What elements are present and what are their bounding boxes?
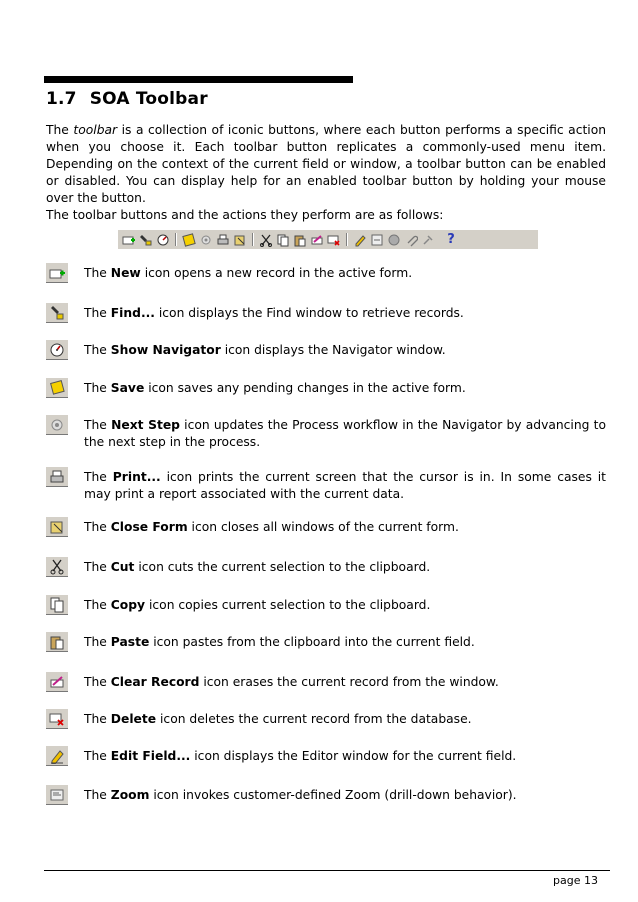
icon-name: Paste xyxy=(110,635,150,649)
icon-name: Print... xyxy=(112,470,161,484)
next-step-icon xyxy=(46,415,68,435)
icon-description-post: icon updates the Process workflow in the Navigator by advancing to the next step in the process. xyxy=(84,418,606,449)
icon-description xyxy=(84,748,606,765)
find-icon xyxy=(46,303,68,323)
icon-description-post: icon opens a new record in the active form. xyxy=(140,266,413,280)
icon-name: Delete xyxy=(110,712,157,726)
icon-description xyxy=(84,417,606,451)
icon-name: Find... xyxy=(110,306,155,320)
save-icon[interactable] xyxy=(182,233,196,247)
icon-description-post: icon displays the Find window to retrieve records. xyxy=(154,306,464,320)
intro-paragraph xyxy=(46,122,606,207)
icon-description xyxy=(84,559,606,576)
icon-description xyxy=(84,519,606,536)
icon-description-pre: The xyxy=(84,712,111,726)
copy-icon xyxy=(46,595,68,615)
section-heading xyxy=(46,89,208,109)
help-icon[interactable]: ? xyxy=(447,231,455,247)
icon-name: Close Form xyxy=(110,520,188,534)
icon-description-post: icon displays the Navigator window. xyxy=(220,343,446,357)
icon-description xyxy=(84,305,606,322)
icon-description-pre: The xyxy=(84,560,111,574)
icon-name: Edit Field... xyxy=(110,749,191,763)
icon-description xyxy=(84,787,606,804)
copy-icon[interactable] xyxy=(276,233,290,247)
paste-icon[interactable] xyxy=(293,233,307,247)
clear-record-icon[interactable] xyxy=(310,233,324,247)
footer-rule xyxy=(44,870,610,871)
icon-description-post: icon saves any pending changes in the active form. xyxy=(144,381,466,395)
new-record-icon xyxy=(46,263,68,283)
icon-description xyxy=(84,469,606,503)
icon-description-post: icon closes all windows of the current form. xyxy=(187,520,459,534)
save-icon xyxy=(46,378,68,398)
section-top-rule xyxy=(44,76,353,83)
new-record-icon[interactable] xyxy=(122,233,136,247)
icon-description-pre: The xyxy=(84,418,112,432)
print-icon xyxy=(46,467,68,487)
icon-description-post: icon cuts the current selection to the clipboard. xyxy=(134,560,431,574)
icon-description-post: icon erases the current record from the window. xyxy=(199,675,499,689)
icon-name: Zoom xyxy=(110,788,150,802)
icon-description-pre: The xyxy=(84,749,111,763)
icon-description-pre: The xyxy=(84,635,111,649)
intro-lead-in: The toolbar buttons and the actions they perform are as follows: xyxy=(46,208,444,222)
icon-description-pre: The xyxy=(84,520,111,534)
icon-name: Next Step xyxy=(111,418,180,432)
edit-field-icon[interactable] xyxy=(353,233,367,247)
toolbar-separator xyxy=(252,233,254,246)
icon-description-post: icon pastes from the clipboard into the current field. xyxy=(149,635,475,649)
globe-icon[interactable] xyxy=(387,233,401,247)
icon-name: Save xyxy=(110,381,145,395)
section-number: 1.7 xyxy=(46,89,77,109)
icon-name: New xyxy=(110,266,141,280)
icon-description xyxy=(84,342,606,359)
icon-description-pre: The xyxy=(84,675,111,689)
cut-icon xyxy=(46,557,68,577)
toolbar-term: toolbar xyxy=(73,123,118,137)
navigator-icon[interactable] xyxy=(156,233,170,247)
next-step-icon[interactable] xyxy=(199,233,213,247)
cut-icon[interactable] xyxy=(259,233,273,247)
intro-text-post: is a collection of iconic buttons, where each button performs a specific action when you choose it. Each toolbar button replicates a commonly-used menu item. Depending on the context of the current field or window, a toolbar button can be enabled or disabled. You can display help for an enabled toolbar button by holding your mouse over the button. xyxy=(46,123,607,205)
icon-name: Clear Record xyxy=(110,675,200,689)
page-number: page 13 xyxy=(553,874,598,887)
tools-icon[interactable] xyxy=(421,233,435,247)
toolbar-strip xyxy=(118,230,538,249)
icon-description-post: icon deletes the current record from the database. xyxy=(156,712,472,726)
zoom-icon[interactable] xyxy=(370,233,384,247)
toolbar-separator xyxy=(175,233,177,246)
icon-description-pre: The xyxy=(84,788,111,802)
section-title: SOA Toolbar xyxy=(89,89,208,109)
print-icon[interactable] xyxy=(216,233,230,247)
icon-description-pre: The xyxy=(84,266,111,280)
icon-description-post: icon invokes customer-defined Zoom (drill-down behavior). xyxy=(149,788,517,802)
attachment-icon[interactable] xyxy=(404,233,418,247)
close-form-icon[interactable] xyxy=(233,233,247,247)
intro-text xyxy=(46,122,606,224)
icon-description-pre: The xyxy=(84,598,111,612)
icon-description-pre: The xyxy=(84,306,111,320)
icon-description xyxy=(84,380,606,397)
zoom-icon xyxy=(46,785,68,805)
edit-field-icon xyxy=(46,746,68,766)
icon-description xyxy=(84,265,606,282)
icon-description-post: icon displays the Editor window for the current field. xyxy=(190,749,517,763)
icon-description-pre: The xyxy=(84,381,111,395)
icon-description xyxy=(84,597,606,614)
icon-description-post: icon copies current selection to the clipboard. xyxy=(145,598,431,612)
navigator-icon xyxy=(46,340,68,360)
icon-description-post: icon prints the current screen that the cursor is in. In some cases it may print a report associated with the current data. xyxy=(84,470,607,501)
delete-icon[interactable] xyxy=(327,233,341,247)
icon-description xyxy=(84,634,606,651)
icon-name: Copy xyxy=(110,598,146,612)
find-icon[interactable] xyxy=(139,233,153,247)
clear-record-icon xyxy=(46,672,68,692)
icon-name: Cut xyxy=(110,560,135,574)
icon-description-pre: The xyxy=(84,343,111,357)
icon-description xyxy=(84,711,606,728)
paste-icon xyxy=(46,632,68,652)
close-form-icon xyxy=(46,517,68,537)
toolbar-separator xyxy=(346,233,348,246)
intro-text-pre: The xyxy=(46,123,74,137)
icon-description-pre: The xyxy=(84,470,113,484)
icon-name: Show Navigator xyxy=(110,343,221,357)
icon-description xyxy=(84,674,606,691)
delete-icon xyxy=(46,709,68,729)
